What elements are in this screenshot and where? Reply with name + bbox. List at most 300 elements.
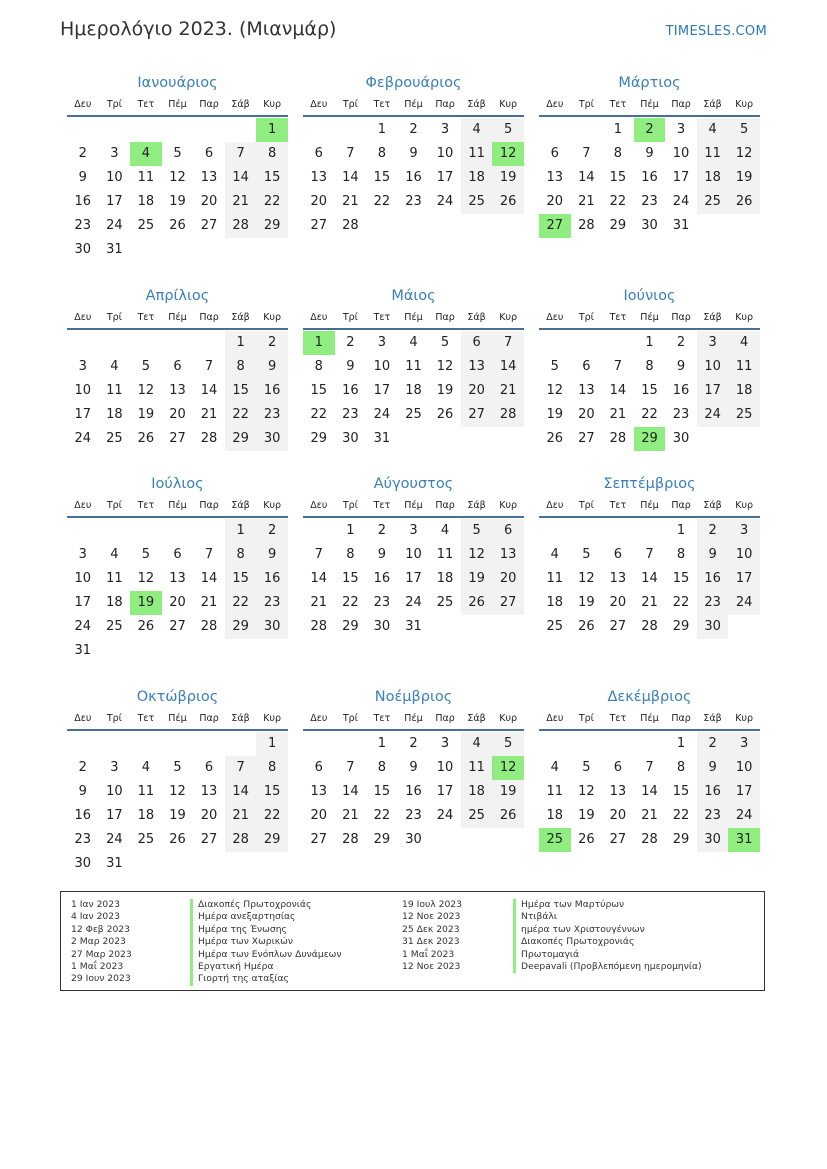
day-cell[interactable]: 10 — [672, 146, 690, 161]
day-cell[interactable]: 19 — [546, 407, 564, 422]
day-cell[interactable]: 16 — [256, 379, 288, 403]
day-cell[interactable]: 9 — [409, 760, 418, 775]
day-cell[interactable]: 21 — [641, 808, 658, 823]
day-cell[interactable]: 9 — [377, 547, 387, 562]
day-cell[interactable]: 24 — [74, 619, 92, 634]
day-cell[interactable]: 31 — [106, 242, 123, 257]
day-cell[interactable]: 20 — [492, 567, 524, 591]
day-cell[interactable]: 16 — [697, 567, 729, 591]
day-cell[interactable]: 18 — [546, 808, 564, 823]
day-cell[interactable]: 25 — [137, 832, 155, 847]
day-cell[interactable]: 28 — [578, 218, 595, 233]
day-cell[interactable]: 24 — [106, 832, 123, 847]
day-cell[interactable]: 18 — [461, 166, 493, 190]
day-cell[interactable]: 7 — [346, 760, 355, 775]
day-cell[interactable]: 5 — [461, 519, 493, 543]
day-cell[interactable]: 14 — [641, 784, 658, 799]
day-cell[interactable]: 15 — [672, 784, 690, 799]
day-cell[interactable]: 20 — [546, 194, 564, 209]
day-cell[interactable]: 3 — [440, 736, 450, 751]
day-cell[interactable]: 9 — [676, 359, 686, 374]
day-cell[interactable]: 4 — [728, 331, 760, 355]
day-cell[interactable]: 27 — [578, 431, 595, 446]
day-cell[interactable]: 8 — [613, 146, 623, 161]
day-cell[interactable]: 29 — [225, 615, 257, 639]
day-cell[interactable]: 21 — [342, 808, 359, 823]
day-cell[interactable]: 28 — [342, 218, 359, 233]
day-cell[interactable]: 18 — [461, 780, 493, 804]
day-cell[interactable]: 22 — [609, 194, 627, 209]
day-cell[interactable]: 4 — [461, 118, 493, 142]
day-cell[interactable]: 3 — [440, 122, 450, 137]
day-cell[interactable]: 29 — [256, 828, 288, 852]
day-cell[interactable]: 25 — [436, 595, 454, 610]
day-cell[interactable]: 5 — [141, 359, 151, 374]
day-cell[interactable]: 6 — [582, 359, 591, 374]
day-cell[interactable]: 12 — [137, 383, 155, 398]
day-cell[interactable]: 9 — [256, 543, 288, 567]
holiday-day-cell[interactable]: 19 — [130, 591, 162, 615]
day-cell[interactable]: 16 — [697, 780, 729, 804]
day-cell[interactable]: 25 — [106, 619, 123, 634]
holiday-day-cell[interactable]: 12 — [492, 756, 524, 780]
day-cell[interactable]: 20 — [169, 407, 186, 422]
day-cell[interactable]: 15 — [641, 383, 658, 398]
day-cell[interactable]: 14 — [310, 571, 328, 586]
day-cell[interactable]: 6 — [314, 760, 323, 775]
day-cell[interactable]: 8 — [256, 142, 288, 166]
day-cell[interactable]: 25 — [728, 403, 760, 427]
day-cell[interactable]: 20 — [578, 407, 595, 422]
day-cell[interactable]: 7 — [314, 547, 323, 562]
day-cell[interactable]: 29 — [672, 832, 690, 847]
day-cell[interactable]: 4 — [440, 523, 450, 538]
day-cell[interactable]: 29 — [225, 427, 257, 451]
day-cell[interactable]: 14 — [225, 780, 257, 804]
day-cell[interactable]: 23 — [342, 407, 359, 422]
day-cell[interactable]: 17 — [728, 780, 760, 804]
day-cell[interactable]: 16 — [405, 170, 422, 185]
day-cell[interactable]: 18 — [137, 194, 155, 209]
day-cell[interactable]: 26 — [728, 190, 760, 214]
day-cell[interactable]: 4 — [461, 732, 493, 756]
day-cell[interactable]: 2 — [346, 335, 355, 350]
day-cell[interactable]: 26 — [492, 804, 524, 828]
day-cell[interactable]: 6 — [173, 547, 182, 562]
day-cell[interactable]: 16 — [672, 383, 690, 398]
day-cell[interactable]: 2 — [256, 519, 288, 543]
day-cell[interactable]: 6 — [613, 760, 623, 775]
day-cell[interactable]: 12 — [578, 571, 595, 586]
day-cell[interactable]: 4 — [110, 547, 119, 562]
day-cell[interactable]: 26 — [169, 218, 186, 233]
day-cell[interactable]: 28 — [342, 832, 359, 847]
day-cell[interactable]: 28 — [609, 431, 627, 446]
day-cell[interactable]: 4 — [409, 335, 418, 350]
day-cell[interactable]: 7 — [582, 146, 591, 161]
day-cell[interactable]: 27 — [169, 431, 186, 446]
day-cell[interactable]: 15 — [672, 571, 690, 586]
day-cell[interactable]: 30 — [74, 242, 92, 257]
day-cell[interactable]: 4 — [550, 547, 559, 562]
day-cell[interactable]: 7 — [645, 547, 654, 562]
day-cell[interactable]: 28 — [310, 619, 328, 634]
day-cell[interactable]: 25 — [137, 218, 155, 233]
day-cell[interactable]: 18 — [106, 595, 123, 610]
day-cell[interactable]: 1 — [225, 519, 257, 543]
day-cell[interactable]: 17 — [672, 170, 690, 185]
day-cell[interactable]: 24 — [728, 591, 760, 615]
day-cell[interactable]: 13 — [461, 355, 493, 379]
day-cell[interactable]: 4 — [697, 118, 729, 142]
day-cell[interactable]: 3 — [409, 523, 418, 538]
day-cell[interactable]: 1 — [346, 523, 355, 538]
day-cell[interactable]: 15 — [373, 170, 391, 185]
day-cell[interactable]: 21 — [200, 407, 218, 422]
holiday-day-cell[interactable]: 1 — [256, 118, 288, 142]
day-cell[interactable]: 30 — [697, 828, 729, 852]
day-cell[interactable]: 19 — [137, 407, 155, 422]
day-cell[interactable]: 26 — [578, 832, 595, 847]
day-cell[interactable]: 13 — [578, 383, 595, 398]
day-cell[interactable]: 8 — [346, 547, 355, 562]
day-cell[interactable]: 30 — [256, 615, 288, 639]
day-cell[interactable]: 15 — [225, 379, 257, 403]
day-cell[interactable]: 14 — [342, 170, 359, 185]
day-cell[interactable]: 6 — [314, 146, 323, 161]
day-cell[interactable]: 7 — [225, 142, 257, 166]
day-cell[interactable]: 28 — [200, 431, 218, 446]
day-cell[interactable]: 24 — [436, 194, 454, 209]
day-cell[interactable]: 20 — [200, 194, 218, 209]
day-cell[interactable]: 27 — [310, 218, 328, 233]
day-cell[interactable]: 1 — [377, 736, 387, 751]
day-cell[interactable]: 3 — [78, 359, 87, 374]
day-cell[interactable]: 15 — [225, 567, 257, 591]
day-cell[interactable]: 23 — [256, 591, 288, 615]
day-cell[interactable]: 25 — [546, 619, 564, 634]
day-cell[interactable]: 2 — [409, 122, 418, 137]
day-cell[interactable]: 21 — [225, 804, 257, 828]
day-cell[interactable]: 18 — [546, 595, 564, 610]
day-cell[interactable]: 8 — [377, 760, 387, 775]
day-cell[interactable]: 10 — [728, 756, 760, 780]
day-cell[interactable]: 13 — [169, 383, 186, 398]
day-cell[interactable]: 23 — [373, 595, 391, 610]
day-cell[interactable]: 24 — [106, 218, 123, 233]
day-cell[interactable]: 23 — [697, 591, 729, 615]
day-cell[interactable]: 8 — [256, 756, 288, 780]
day-cell[interactable]: 20 — [609, 808, 627, 823]
day-cell[interactable]: 3 — [78, 547, 87, 562]
day-cell[interactable]: 9 — [409, 146, 418, 161]
day-cell[interactable]: 18 — [728, 379, 760, 403]
day-cell[interactable]: 23 — [74, 832, 92, 847]
day-cell[interactable]: 22 — [373, 194, 391, 209]
holiday-day-cell[interactable]: 2 — [634, 118, 666, 142]
day-cell[interactable]: 13 — [310, 170, 328, 185]
day-cell[interactable]: 11 — [546, 784, 564, 799]
day-cell[interactable]: 7 — [346, 146, 355, 161]
day-cell[interactable]: 22 — [310, 407, 328, 422]
day-cell[interactable]: 2 — [409, 736, 418, 751]
day-cell[interactable]: 22 — [641, 407, 658, 422]
day-cell[interactable]: 31 — [74, 643, 92, 658]
day-cell[interactable]: 7 — [613, 359, 623, 374]
day-cell[interactable]: 17 — [728, 567, 760, 591]
site-link[interactable]: TIMESLES.COM — [665, 24, 767, 39]
day-cell[interactable]: 12 — [578, 784, 595, 799]
day-cell[interactable]: 12 — [461, 543, 493, 567]
day-cell[interactable]: 30 — [256, 427, 288, 451]
day-cell[interactable]: 9 — [697, 543, 729, 567]
day-cell[interactable]: 28 — [225, 214, 257, 238]
day-cell[interactable]: 10 — [74, 383, 92, 398]
day-cell[interactable]: 1 — [225, 331, 257, 355]
day-cell[interactable]: 8 — [377, 146, 387, 161]
day-cell[interactable]: 5 — [141, 547, 151, 562]
day-cell[interactable]: 20 — [461, 379, 493, 403]
day-cell[interactable]: 13 — [492, 543, 524, 567]
day-cell[interactable]: 22 — [225, 591, 257, 615]
day-cell[interactable]: 21 — [641, 595, 658, 610]
day-cell[interactable]: 28 — [492, 403, 524, 427]
day-cell[interactable]: 29 — [342, 619, 359, 634]
day-cell[interactable]: 13 — [200, 784, 218, 799]
day-cell[interactable]: 16 — [405, 784, 422, 799]
day-cell[interactable]: 7 — [204, 359, 214, 374]
day-cell[interactable]: 11 — [461, 142, 493, 166]
day-cell[interactable]: 26 — [137, 431, 155, 446]
day-cell[interactable]: 22 — [256, 804, 288, 828]
day-cell[interactable]: 18 — [436, 571, 454, 586]
day-cell[interactable]: 24 — [697, 403, 729, 427]
day-cell[interactable]: 7 — [225, 756, 257, 780]
day-cell[interactable]: 23 — [641, 194, 658, 209]
day-cell[interactable]: 7 — [204, 547, 214, 562]
day-cell[interactable]: 19 — [436, 383, 454, 398]
day-cell[interactable]: 10 — [74, 571, 92, 586]
day-cell[interactable]: 15 — [373, 784, 391, 799]
day-cell[interactable]: 28 — [641, 619, 658, 634]
day-cell[interactable]: 19 — [578, 808, 595, 823]
day-cell[interactable]: 24 — [74, 431, 92, 446]
holiday-day-cell[interactable]: 31 — [728, 828, 760, 852]
day-cell[interactable]: 2 — [697, 732, 729, 756]
day-cell[interactable]: 11 — [728, 355, 760, 379]
day-cell[interactable]: 11 — [137, 784, 155, 799]
day-cell[interactable]: 3 — [697, 331, 729, 355]
day-cell[interactable]: 15 — [256, 780, 288, 804]
day-cell[interactable]: 8 — [645, 359, 654, 374]
day-cell[interactable]: 1 — [676, 736, 686, 751]
day-cell[interactable]: 16 — [641, 170, 658, 185]
day-cell[interactable]: 14 — [609, 383, 627, 398]
holiday-day-cell[interactable]: 25 — [539, 828, 571, 852]
day-cell[interactable]: 10 — [106, 170, 123, 185]
day-cell[interactable]: 1 — [613, 122, 623, 137]
day-cell[interactable]: 19 — [169, 194, 186, 209]
day-cell[interactable]: 15 — [342, 571, 359, 586]
day-cell[interactable]: 24 — [672, 194, 690, 209]
day-cell[interactable]: 27 — [492, 591, 524, 615]
day-cell[interactable]: 12 — [728, 142, 760, 166]
day-cell[interactable]: 18 — [405, 383, 422, 398]
day-cell[interactable]: 26 — [461, 591, 493, 615]
day-cell[interactable]: 20 — [310, 808, 328, 823]
day-cell[interactable]: 22 — [373, 808, 391, 823]
day-cell[interactable]: 4 — [141, 760, 151, 775]
day-cell[interactable]: 13 — [169, 571, 186, 586]
day-cell[interactable]: 3 — [110, 760, 119, 775]
day-cell[interactable]: 10 — [373, 359, 391, 374]
day-cell[interactable]: 30 — [405, 832, 422, 847]
day-cell[interactable]: 24 — [405, 595, 422, 610]
day-cell[interactable]: 10 — [106, 784, 123, 799]
day-cell[interactable]: 26 — [578, 619, 595, 634]
day-cell[interactable]: 25 — [697, 190, 729, 214]
day-cell[interactable]: 16 — [74, 194, 92, 209]
day-cell[interactable]: 5 — [440, 335, 450, 350]
day-cell[interactable]: 3 — [676, 122, 686, 137]
day-cell[interactable]: 12 — [137, 571, 155, 586]
day-cell[interactable]: 11 — [697, 142, 729, 166]
day-cell[interactable]: 11 — [106, 571, 123, 586]
day-cell[interactable]: 17 — [74, 407, 92, 422]
day-cell[interactable]: 21 — [310, 595, 328, 610]
day-cell[interactable]: 26 — [436, 407, 454, 422]
day-cell[interactable]: 22 — [672, 595, 690, 610]
day-cell[interactable]: 30 — [672, 431, 690, 446]
day-cell[interactable]: 18 — [137, 808, 155, 823]
day-cell[interactable]: 9 — [78, 170, 87, 185]
day-cell[interactable]: 6 — [550, 146, 559, 161]
day-cell[interactable]: 22 — [225, 403, 257, 427]
day-cell[interactable]: 4 — [550, 760, 559, 775]
day-cell[interactable]: 13 — [200, 170, 218, 185]
day-cell[interactable]: 21 — [342, 194, 359, 209]
day-cell[interactable]: 30 — [342, 431, 359, 446]
day-cell[interactable]: 2 — [676, 335, 686, 350]
day-cell[interactable]: 20 — [609, 595, 627, 610]
day-cell[interactable]: 26 — [169, 832, 186, 847]
day-cell[interactable]: 13 — [310, 784, 328, 799]
holiday-day-cell[interactable]: 4 — [130, 142, 162, 166]
day-cell[interactable]: 21 — [609, 407, 627, 422]
day-cell[interactable]: 12 — [546, 383, 564, 398]
day-cell[interactable]: 29 — [310, 431, 328, 446]
day-cell[interactable]: 8 — [225, 543, 257, 567]
day-cell[interactable]: 1 — [645, 335, 654, 350]
day-cell[interactable]: 30 — [373, 619, 391, 634]
day-cell[interactable]: 7 — [492, 331, 524, 355]
day-cell[interactable]: 27 — [461, 403, 493, 427]
day-cell[interactable]: 11 — [106, 383, 123, 398]
day-cell[interactable]: 21 — [200, 595, 218, 610]
day-cell[interactable]: 13 — [546, 170, 564, 185]
holiday-day-cell[interactable]: 12 — [492, 142, 524, 166]
day-cell[interactable]: 31 — [373, 431, 391, 446]
day-cell[interactable]: 9 — [78, 784, 87, 799]
day-cell[interactable]: 10 — [436, 146, 454, 161]
day-cell[interactable]: 11 — [436, 547, 454, 562]
day-cell[interactable]: 19 — [492, 780, 524, 804]
day-cell[interactable]: 10 — [436, 760, 454, 775]
day-cell[interactable]: 23 — [256, 403, 288, 427]
day-cell[interactable]: 9 — [256, 355, 288, 379]
day-cell[interactable]: 20 — [200, 808, 218, 823]
day-cell[interactable]: 6 — [613, 547, 623, 562]
day-cell[interactable]: 21 — [225, 190, 257, 214]
day-cell[interactable]: 29 — [609, 218, 627, 233]
day-cell[interactable]: 21 — [578, 194, 595, 209]
day-cell[interactable]: 17 — [697, 379, 729, 403]
day-cell[interactable]: 19 — [728, 166, 760, 190]
day-cell[interactable]: 17 — [373, 383, 391, 398]
day-cell[interactable]: 23 — [697, 804, 729, 828]
day-cell[interactable]: 9 — [697, 756, 729, 780]
day-cell[interactable]: 13 — [609, 784, 627, 799]
day-cell[interactable]: 19 — [578, 595, 595, 610]
day-cell[interactable]: 26 — [546, 431, 564, 446]
day-cell[interactable]: 23 — [74, 218, 92, 233]
day-cell[interactable]: 27 — [200, 832, 218, 847]
day-cell[interactable]: 12 — [169, 784, 186, 799]
day-cell[interactable]: 17 — [106, 194, 123, 209]
day-cell[interactable]: 24 — [373, 407, 391, 422]
holiday-day-cell[interactable]: 29 — [634, 427, 666, 451]
day-cell[interactable]: 7 — [645, 760, 654, 775]
day-cell[interactable]: 16 — [342, 383, 359, 398]
day-cell[interactable]: 12 — [169, 170, 186, 185]
day-cell[interactable]: 16 — [256, 567, 288, 591]
day-cell[interactable]: 5 — [728, 118, 760, 142]
day-cell[interactable]: 14 — [492, 355, 524, 379]
day-cell[interactable]: 22 — [256, 190, 288, 214]
day-cell[interactable]: 5 — [582, 760, 591, 775]
day-cell[interactable]: 27 — [609, 832, 627, 847]
day-cell[interactable]: 24 — [436, 808, 454, 823]
day-cell[interactable]: 25 — [461, 190, 493, 214]
day-cell[interactable]: 14 — [225, 166, 257, 190]
day-cell[interactable]: 5 — [550, 359, 559, 374]
day-cell[interactable]: 19 — [461, 567, 493, 591]
day-cell[interactable]: 2 — [377, 523, 387, 538]
day-cell[interactable]: 26 — [137, 619, 155, 634]
day-cell[interactable]: 28 — [200, 619, 218, 634]
day-cell[interactable]: 10 — [728, 543, 760, 567]
day-cell[interactable]: 30 — [74, 856, 92, 871]
day-cell[interactable]: 31 — [106, 856, 123, 871]
day-cell[interactable]: 2 — [78, 760, 87, 775]
day-cell[interactable]: 10 — [405, 547, 422, 562]
day-cell[interactable]: 3 — [110, 146, 119, 161]
day-cell[interactable]: 29 — [373, 832, 391, 847]
day-cell[interactable]: 5 — [492, 118, 524, 142]
day-cell[interactable]: 30 — [697, 615, 729, 639]
day-cell[interactable]: 23 — [672, 407, 690, 422]
day-cell[interactable]: 8 — [314, 359, 323, 374]
day-cell[interactable]: 5 — [173, 146, 182, 161]
day-cell[interactable]: 11 — [405, 359, 422, 374]
day-cell[interactable]: 9 — [645, 146, 654, 161]
day-cell[interactable]: 2 — [256, 331, 288, 355]
day-cell[interactable]: 18 — [697, 166, 729, 190]
day-cell[interactable]: 15 — [310, 383, 328, 398]
day-cell[interactable]: 5 — [492, 732, 524, 756]
day-cell[interactable]: 26 — [492, 190, 524, 214]
day-cell[interactable]: 18 — [106, 407, 123, 422]
